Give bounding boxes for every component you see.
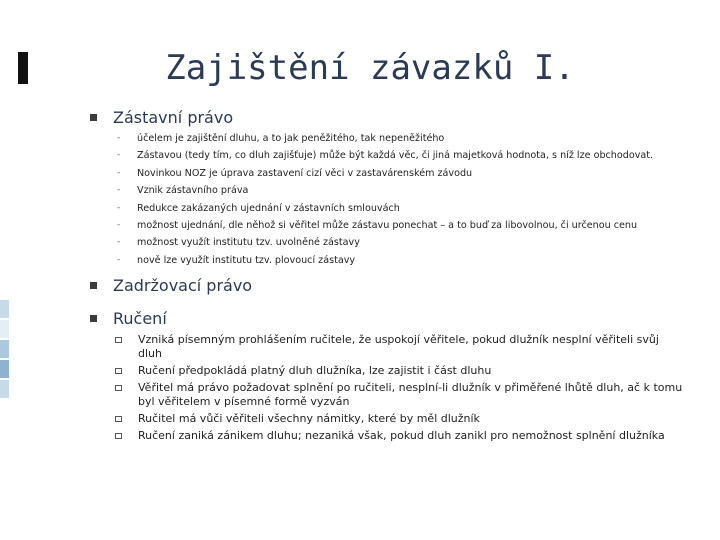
dash-bullet-icon: -	[117, 185, 121, 196]
list-item	[117, 130, 697, 147]
dash-bullet-icon: -	[117, 202, 121, 213]
list-item-text: Ručení zaniká zánikem dluhu; nezaniká však, pokud dluh zanikl pro nemožnost splnění dlužníka	[138, 429, 665, 442]
list-item	[117, 252, 697, 269]
section-heading-text: Ručení	[113, 309, 167, 328]
list-item	[117, 182, 697, 199]
list-item-text: Ručitel má vůči věřiteli všechny námitky, které by měl dlužník	[138, 412, 480, 425]
list-item	[115, 333, 685, 361]
list-item	[117, 200, 697, 217]
hollow-square-bullet-icon	[115, 416, 122, 422]
accent-block	[0, 300, 9, 318]
list-item	[115, 412, 685, 426]
list-item-text: možnost využít institutu tzv. uvolněné zástavy	[137, 237, 360, 249]
accent-block	[0, 340, 9, 358]
dash-bullet-icon: -	[117, 150, 121, 161]
square-bullet-icon	[90, 114, 97, 121]
list-item	[117, 234, 697, 251]
dash-bullet-icon: -	[117, 220, 121, 231]
hollow-square-bullet-icon	[115, 433, 122, 439]
hollow-square-bullet-icon	[115, 385, 122, 391]
list-item	[115, 429, 685, 443]
list-item-text: Věřitel má právo požadovat splnění po ručiteli, nesplní-li dlužník v přiměřené lhůtě dluh, ač k tomu byl věřitelem v písemné formě vyzván	[138, 381, 683, 408]
square-bullet-icon	[90, 315, 97, 322]
list-item-text: Ručení předpokládá platný dluh dlužníka, lze zajistit i část dluhu	[138, 364, 492, 377]
dash-bullet-icon: -	[117, 237, 121, 248]
ruceni-list	[115, 333, 685, 446]
section-heading	[90, 108, 233, 127]
dash-bullet-icon: -	[117, 133, 121, 143]
dash-bullet-icon: -	[117, 167, 121, 178]
section-heading	[90, 276, 252, 295]
accent-block	[0, 320, 9, 338]
section-heading-text: Zadržovací právo	[113, 276, 253, 295]
square-bullet-icon	[90, 282, 97, 289]
list-item-text: Vzniká písemným prohlášením ručitele, že uspokojí věřitele, pokud dlužník nesplní věřiteli svůj dluh	[138, 333, 659, 360]
list-item-text: Redukce zakázaných ujednání v zástavních smlouvách	[137, 202, 400, 214]
hollow-square-bullet-icon	[115, 368, 122, 374]
list-item	[117, 147, 697, 164]
list-item	[117, 165, 697, 182]
section-heading	[90, 309, 167, 328]
slide-title: Zajištění závazků I.	[165, 48, 575, 88]
list-item	[115, 381, 685, 409]
list-item-text: Novinkou NOZ je úprava zastavení cizí věci v zastavárenském závodu	[137, 167, 473, 179]
list-item-text: účelem je zajištění dluhu, a to jak peněžitého, tak nepeněžitého	[137, 133, 445, 144]
accent-block	[0, 360, 9, 378]
list-item	[117, 217, 697, 234]
list-item	[115, 364, 685, 378]
accent-block	[0, 380, 9, 398]
list-item-text: Vznik zástavního práva	[137, 185, 249, 197]
list-item-text: Zástavou (tedy tím, co dluh zajišťuje) může být každá věc, či jiná majetková hodnota, s níž lze obchodovat.	[137, 150, 654, 162]
dash-bullet-icon: -	[117, 254, 121, 265]
list-item-text: možnost ujednání, dle něhož si věřitel může zástavu ponechat – a to buď za libovolnou, či určenou cenu	[137, 220, 638, 232]
list-item-text: nově lze využít institutu tzv. plovoucí zástavy	[137, 254, 356, 266]
hollow-square-bullet-icon	[115, 337, 122, 343]
zastavni-pravo-list	[117, 130, 697, 269]
section-heading-text: Zástavní právo	[113, 108, 234, 127]
